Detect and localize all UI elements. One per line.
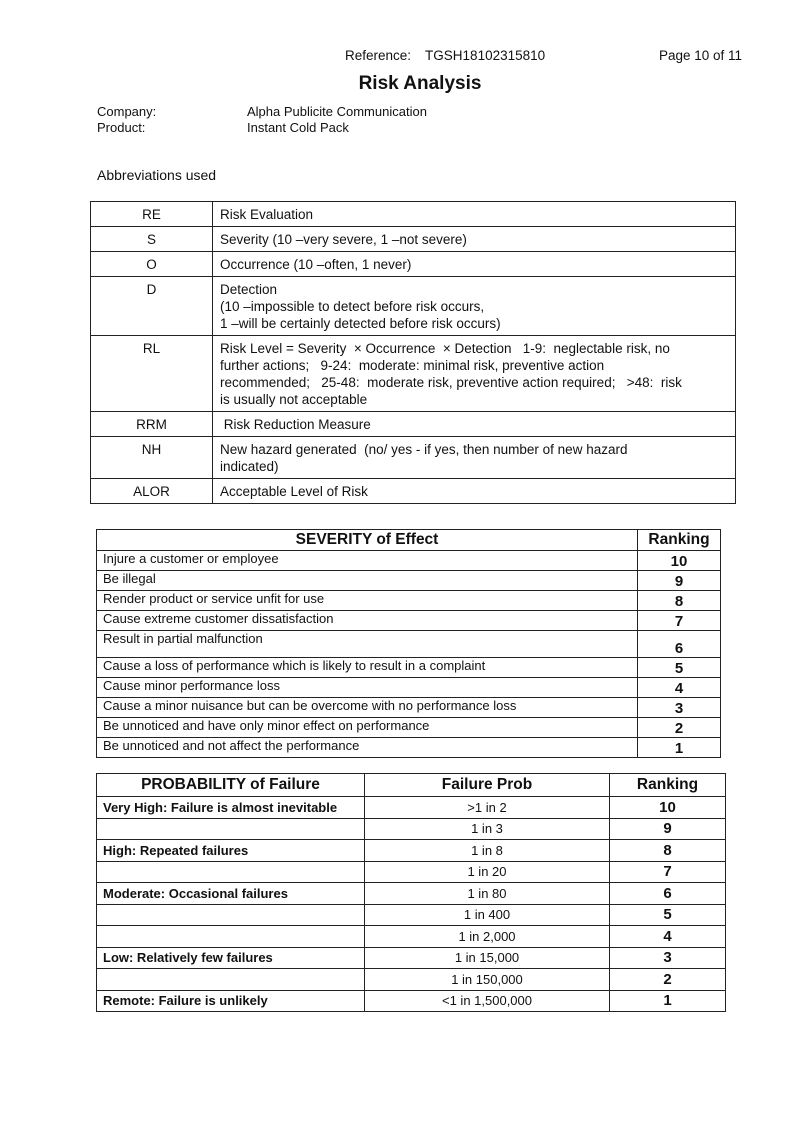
severity-rank: 3	[638, 698, 721, 718]
severity-row	[97, 738, 721, 758]
abbreviation-description-line: Risk Reduction Measure	[220, 417, 371, 432]
abbreviation-code: O	[91, 252, 213, 277]
probability-row	[97, 861, 726, 883]
severity-effect: Be illegal	[97, 571, 638, 591]
abbreviation-row	[91, 437, 736, 479]
abbreviations-heading: Abbreviations used	[97, 167, 217, 183]
failure-prob: 1 in 150,000	[365, 969, 610, 991]
probability-table-body	[97, 797, 726, 1012]
abbreviation-code: NH	[91, 437, 213, 479]
abbreviation-description-line: is usually not acceptable	[220, 392, 368, 407]
page-title: Risk Analysis	[358, 73, 482, 94]
abbreviation-description-line: Risk Evaluation	[220, 207, 314, 222]
probability-row	[97, 904, 726, 926]
probability-ranking-header: Ranking	[610, 774, 726, 797]
probability-category: Very High: Failure is almost inevitable	[97, 797, 365, 819]
abbreviation-description-line: indicated)	[220, 459, 279, 474]
probability-row	[97, 883, 726, 905]
abbreviation-description-line: Risk Level = Severity × Occurrence × Detection 1-9: neglectable risk, no	[220, 341, 670, 356]
abbreviation-row	[91, 277, 736, 336]
failure-prob: 1 in 3	[365, 818, 610, 840]
probability-rank: 7	[610, 861, 726, 883]
abbreviation-code: RL	[91, 336, 213, 412]
probability-row	[97, 840, 726, 862]
probability-header-row	[97, 774, 726, 797]
probability-category	[97, 926, 365, 948]
company-row	[97, 104, 427, 120]
abbreviation-description	[213, 336, 736, 412]
severity-ranking-header: Ranking	[638, 530, 721, 551]
abbreviation-code: S	[91, 227, 213, 252]
severity-effect: Cause extreme customer dissatisfaction	[97, 611, 638, 631]
probability-rank: 5	[610, 904, 726, 926]
severity-rank: 4	[638, 678, 721, 698]
abbreviation-description-line: Severity (10 –very severe, 1 –not severe)	[220, 232, 467, 247]
severity-table	[96, 529, 721, 758]
product-label: Product:	[97, 120, 146, 135]
abbreviation-description-line: recommended; 25-48: moderate risk, preventive action required; >48: risk	[220, 375, 682, 390]
severity-effect: Cause a minor nuisance but can be overcome with no performance loss	[97, 698, 638, 718]
probability-rank: 6	[610, 883, 726, 905]
probability-rank: 3	[610, 947, 726, 969]
probability-category: Remote: Failure is unlikely	[97, 990, 365, 1012]
reference	[345, 48, 545, 63]
company-value: Alpha Publicite Communication	[247, 104, 427, 119]
severity-row	[97, 631, 721, 658]
abbreviation-description-line: Acceptable Level of Risk	[220, 484, 368, 499]
abbreviation-description	[213, 277, 736, 336]
probability-row	[97, 926, 726, 948]
page-number: Page 10 of 11	[659, 48, 743, 63]
reference-value: TGSH18102315810	[425, 48, 546, 63]
severity-table-body	[97, 551, 721, 758]
failure-prob: <1 in 1,500,000	[365, 990, 610, 1012]
severity-row	[97, 591, 721, 611]
product-row	[97, 120, 427, 136]
abbreviation-row	[91, 202, 736, 227]
abbreviation-description	[213, 412, 736, 437]
failure-prob: 1 in 400	[365, 904, 610, 926]
probability-rank: 1	[610, 990, 726, 1012]
probability-rank: 8	[610, 840, 726, 862]
abbreviation-row	[91, 479, 736, 504]
failure-prob: >1 in 2	[365, 797, 610, 819]
failure-prob: 1 in 2,000	[365, 926, 610, 948]
severity-rank: 9	[638, 571, 721, 591]
severity-rank: 1	[638, 738, 721, 758]
probability-prob-header: Failure Prob	[365, 774, 610, 797]
abbreviation-row	[91, 412, 736, 437]
failure-prob: 1 in 15,000	[365, 947, 610, 969]
severity-effect: Be unnoticed and not affect the performance	[97, 738, 638, 758]
abbreviation-description-line: (10 –impossible to detect before risk occurs,	[220, 299, 485, 314]
severity-rank: 10	[638, 551, 721, 571]
severity-row	[97, 718, 721, 738]
abbreviation-description-line: 1 –will be certainly detected before risk occurs)	[220, 316, 501, 331]
severity-effect: Result in partial malfunction	[97, 631, 638, 658]
probability-row	[97, 947, 726, 969]
probability-category	[97, 904, 365, 926]
failure-prob: 1 in 8	[365, 840, 610, 862]
product-value: Instant Cold Pack	[247, 120, 349, 135]
severity-effect: Injure a customer or employee	[97, 551, 638, 571]
abbreviation-row	[91, 227, 736, 252]
abbreviation-description-line: Detection	[220, 282, 278, 297]
severity-effect: Render product or service unfit for use	[97, 591, 638, 611]
document-meta	[97, 104, 427, 136]
severity-row	[97, 658, 721, 678]
severity-rank: 8	[638, 591, 721, 611]
severity-effect: Cause minor performance loss	[97, 678, 638, 698]
severity-effect: Be unnoticed and have only minor effect on performance	[97, 718, 638, 738]
probability-row	[97, 969, 726, 991]
abbreviation-description	[213, 252, 736, 277]
abbreviation-code: ALOR	[91, 479, 213, 504]
probability-category: Low: Relatively few failures	[97, 947, 365, 969]
abbreviation-description-line: further actions; 9-24: moderate: minimal risk, preventive action	[220, 358, 605, 373]
severity-rank: 2	[638, 718, 721, 738]
severity-row	[97, 611, 721, 631]
severity-effect: Cause a loss of performance which is likely to result in a complaint	[97, 658, 638, 678]
probability-category: Moderate: Occasional failures	[97, 883, 365, 905]
abbreviation-code: RE	[91, 202, 213, 227]
abbreviation-code: RRM	[91, 412, 213, 437]
abbreviations-table	[90, 201, 736, 504]
probability-category: High: Repeated failures	[97, 840, 365, 862]
severity-header-row	[97, 530, 721, 551]
probability-row	[97, 797, 726, 819]
probability-rank: 4	[610, 926, 726, 948]
abbreviation-description	[213, 202, 736, 227]
probability-category	[97, 969, 365, 991]
probability-table	[96, 773, 726, 1012]
failure-prob: 1 in 80	[365, 883, 610, 905]
severity-row	[97, 551, 721, 571]
abbreviation-description	[213, 479, 736, 504]
probability-row	[97, 818, 726, 840]
severity-rank: 6	[638, 631, 721, 658]
probability-rank: 10	[610, 797, 726, 819]
abbreviation-description	[213, 437, 736, 479]
severity-row	[97, 678, 721, 698]
probability-category	[97, 861, 365, 883]
probability-category	[97, 818, 365, 840]
probability-category-header: PROBABILITY of Failure	[97, 774, 365, 797]
abbreviation-description	[213, 227, 736, 252]
failure-prob: 1 in 20	[365, 861, 610, 883]
abbreviation-description-line: New hazard generated (no/ yes - if yes, then number of new hazard	[220, 442, 628, 457]
company-label: Company:	[97, 104, 157, 119]
probability-rank: 2	[610, 969, 726, 991]
reference-label: Reference:	[345, 48, 412, 63]
abbreviations-table-body	[91, 202, 736, 504]
abbreviation-row	[91, 336, 736, 412]
abbreviation-row	[91, 252, 736, 277]
abbreviation-code: D	[91, 277, 213, 336]
severity-row	[97, 571, 721, 591]
probability-row	[97, 990, 726, 1012]
severity-rank: 7	[638, 611, 721, 631]
severity-effect-header: SEVERITY of Effect	[97, 530, 638, 551]
abbreviation-description-line: Occurrence (10 –often, 1 never)	[220, 257, 412, 272]
severity-row	[97, 698, 721, 718]
severity-rank: 5	[638, 658, 721, 678]
probability-rank: 9	[610, 818, 726, 840]
